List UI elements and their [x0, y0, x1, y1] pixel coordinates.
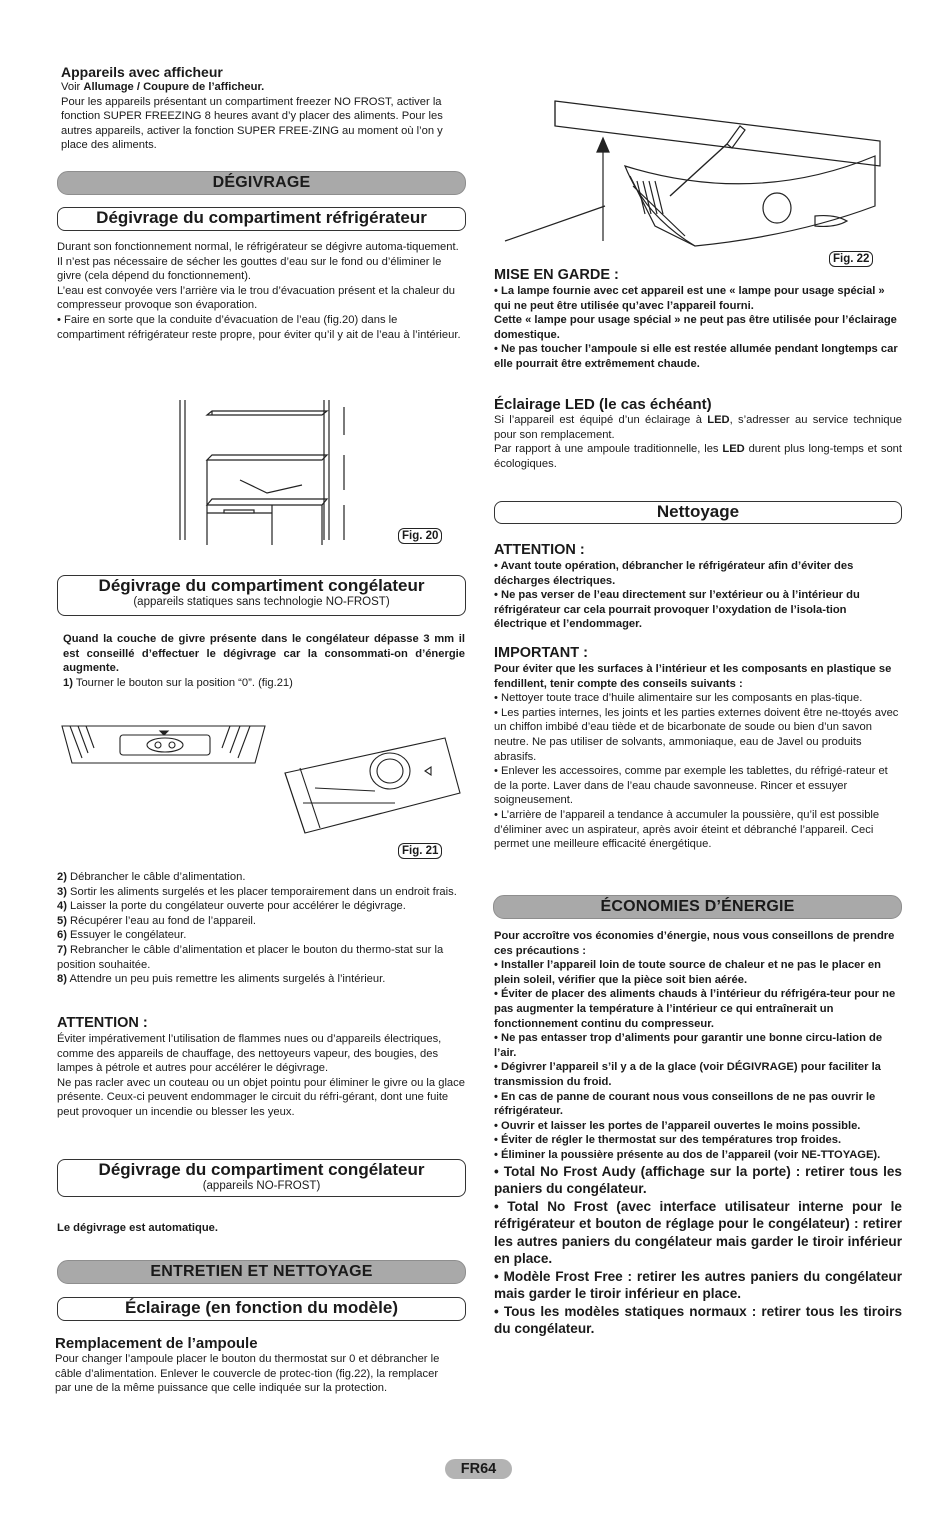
step-num: 6)	[57, 929, 67, 942]
attention2-p2: • Ne pas verser de l’eau directement sur l’extérieur ou à l’intérieur du réfrigérateur car cela pourrait provoquer l’oxydation de l’isola-tion électrique et l’endommager.	[494, 589, 860, 631]
degivrage-banner: DÉGIVRAGE	[57, 171, 466, 195]
box-eclairage	[57, 1297, 466, 1321]
step-item	[57, 885, 465, 900]
attention-section	[57, 1015, 467, 1120]
led-p1-a: Si l’appareil est équipé d’un éclairage à	[494, 414, 708, 426]
appareils-paragraph: Pour les appareils présentant un compartiment freezer NO FROST, activer la fonction SUPER FREEZING 8 heures avant d’y placer des aliments. Pour les autres appareils, activer la fonction SUPER FREE-ZING au moment où l’on y place des aliments.	[61, 95, 443, 152]
economies-item: • Éliminer la poussière présente au dos de l’appareil (voir NE-TTOYAGE).	[494, 1148, 881, 1161]
refrig-p1: Durant son fonctionnement normal, le réfrigérateur se dégivre automa-tiquement.	[57, 241, 459, 253]
important-p3: • Enlever les accessoires, comme par exemple les tablettes, du réfrigé-rateur et de la porte. Laver dans de l’eau chaude savonneuse. Rincer et essuyer soigneusement.	[494, 765, 888, 807]
economies-big-item: • Modèle Frost Free : retirer les autres paniers du congélateur mais garder le tiroir inférieur en place.	[494, 1268, 902, 1301]
box-refrigerateur	[57, 207, 466, 231]
fig20-drawing	[172, 395, 352, 545]
step-1	[63, 676, 465, 691]
important-p4: • L’arrière de l’appareil a tendance à accumuler la poussière, qu’il est possible d’éliminer avec un aspirateur, après avoir éteint et débranché l’appareil. Ceci permet une meilleure efficacité énergétique.	[494, 808, 880, 851]
step-text: Débrancher le câble d’alimentation.	[66, 871, 246, 883]
step-item	[57, 870, 465, 885]
appareils-title: Appareils avec afficheur	[61, 64, 223, 80]
remplacement-section	[55, 1336, 450, 1396]
entretien-banner: ENTRETIEN ET NETTOYAGE	[57, 1260, 466, 1284]
led-title: Éclairage LED (le cas échéant)	[494, 396, 712, 413]
page-number: FR64	[445, 1459, 512, 1479]
led-p1	[494, 413, 902, 442]
important-p1: • Nettoyer toute trace d’huile alimentaire sur les composants en plas-tique.	[494, 692, 863, 705]
fig21-control-panel	[60, 723, 270, 773]
step-item	[57, 943, 465, 972]
fig22-label: Fig. 22	[829, 251, 873, 267]
box-refrigerateur-title: Dégivrage du compartiment réfrigérateur	[96, 208, 427, 227]
fig20-label: Fig. 20	[398, 528, 442, 544]
led-p2	[494, 442, 902, 471]
box-congelateur-nofrost-subtitle: (appareils NO-FROST)	[202, 1180, 321, 1192]
important-section	[494, 645, 902, 852]
led-section	[494, 397, 902, 471]
economies-item: • Installer l’appareil loin de toute source de chaleur et ne pas le placer en plein soleil, vérifier que la pièce soit bien aérée.	[494, 959, 881, 986]
refrig-section	[57, 240, 465, 342]
auto-degivrage-text: Le dégivrage est automatique.	[57, 1222, 219, 1234]
economies-item: • Dégivrer l’appareil s’il y a de la glace (voir DÉGIVRAGE) pour faciliter la transmission du froid.	[494, 1061, 881, 1088]
important-p2: • Les parties internes, les joints et les parties externes doivent être ne-ttoyés avec un chiffon imbibé d’eau tiède et de bicarbonate de soude ou bien d’un savon neutre. Ne pas utiliser de solvants, ammoniaque, eau de Javel ou produits abrasifs.	[494, 706, 899, 763]
fig21-label: Fig. 21	[398, 843, 442, 859]
attention2-title: ATTENTION :	[494, 542, 585, 558]
economies-intro: Pour accroître vos économies d’énergie, nous vous conseillons de prendre ces précautions :	[494, 930, 895, 957]
step-item	[57, 899, 465, 914]
economies-item: • Ne pas entasser trop d’aliments pour garantir une bonne circu-lation de l’air.	[494, 1032, 883, 1059]
box-nettoyage-title: Nettoyage	[656, 502, 740, 521]
box-congelateur-title: Dégivrage du compartiment congélateur	[98, 576, 425, 595]
led-p2-b: LED	[722, 443, 745, 456]
mise-p2: Cette « lampe pour usage spécial » ne peut pas être utilisée pour l’éclairage domestique.	[494, 314, 897, 341]
economies-section	[494, 929, 902, 1338]
step-num: 8)	[57, 973, 67, 986]
led-p1-b: LED	[707, 414, 730, 426]
refrig-p4: • Faire en sorte que la conduite d’évacuation de l’eau (fig.20) dans le compartiment réfrigérateur reste propre, pour éviter qu’il y ait de l’eau à l’intérieur.	[57, 313, 461, 341]
economies-item: • Ouvrir et laisser les portes de l’appareil ouvertes le moins possible.	[494, 1119, 861, 1132]
step-num: 4)	[57, 900, 67, 913]
economies-big-item: • Total No Frost Audy (affichage sur la porte) : retirer tous les paniers du congélateur.	[494, 1163, 902, 1196]
step-text: Sortir les aliments surgelés et les placer temporairement dans un endroit frais.	[66, 885, 457, 898]
economies-big-item: • Total No Frost (avec interface utilisateur interne pour le réfrigérateur et bouton de réglage pour le congélateur) : retirer les autres paniers du congélateur mais garder le tiroir inférieur en place.	[494, 1198, 902, 1266]
step-item	[57, 928, 465, 943]
box-congelateur-nofrost-title: Dégivrage du compartiment congélateur	[98, 1160, 425, 1179]
refrig-p3: L’eau est convoyée vers l’arrière via le trou d’évacuation présent et la chaleur du compresseur provoque son évaporation.	[57, 284, 456, 312]
step-text: Essuyer le congélateur.	[66, 929, 187, 942]
cong-intro	[63, 632, 465, 690]
led-p1-c: , s’adresser au service technique pour son remplacement.	[494, 414, 903, 441]
remplacement-title: Remplacement de l’ampoule	[55, 1335, 258, 1352]
step-text: Laisser la porte du congélateur ouverte pour accélérer le dégivrage.	[66, 900, 406, 913]
steps-list	[57, 870, 465, 987]
economies-item: • Éviter de régler le thermostat sur des températures trop froides.	[494, 1134, 842, 1147]
economies-banner: ÉCONOMIES D’ÉNERGIE	[493, 895, 902, 919]
economies-big-item: • Tous les modèles statiques normaux : retirer tous les tiroirs du congélateur.	[494, 1303, 902, 1336]
appareils-line1-b: Allumage / Coupure de l’afficheur.	[83, 81, 265, 93]
mise-p1: • La lampe fournie avec cet appareil est une « lampe pour usage spécial » qui ne peut être utilisée qu’avec l’appareil fourni.	[494, 285, 885, 312]
led-p2-c: durent plus long-temps et sont écologiques.	[494, 443, 903, 470]
box-eclairage-title: Éclairage (en fonction du modèle)	[125, 1298, 398, 1317]
refrig-p2: Il n’est pas nécessaire de sécher les gouttes d’eau sur le fond ou d’éliminer le givre (cela dépend du fonctionnement).	[57, 255, 442, 283]
box-congelateur-subtitle: (appareils statiques sans technologie NO-FROST)	[133, 596, 390, 608]
economies-item: • Éviter de placer des aliments chauds à l’intérieur du réfrigéra-teur pour ne pas augmenter la température à l’intérieur ce qui entraînerait un fonctionnement continu du compresseur.	[494, 988, 896, 1030]
step-item	[57, 914, 465, 929]
important-bold: Pour éviter que les surfaces à l’intérieur et les composants en plastique se fendillent, tenir compte des conseils suivants :	[494, 663, 892, 690]
step-text: Rebrancher le câble d’alimentation et placer le bouton du thermo-stat sur la position souhaitée.	[57, 943, 444, 971]
step-text: Attendre un peu puis remettre les aliments surgelés à l’intérieur.	[66, 973, 386, 986]
appareils-line1-a: Voir	[61, 81, 84, 93]
step-1-text: Tourner le bouton sur la position “0”. (fig.21)	[72, 676, 293, 689]
remplacement-paragraph: Pour changer l’ampoule placer le bouton du thermostat sur 0 et débrancher le câble d’alimentation. Enlever le couvercle de protec-tion (fig.22), la remplacer par une de la même puissance que celle indiquée sur la protection.	[55, 1353, 440, 1395]
box-nettoyage	[494, 501, 902, 524]
attention2-section	[494, 542, 902, 632]
attention-title: ATTENTION :	[57, 1015, 148, 1031]
mise-en-garde-section	[494, 267, 900, 372]
box-congelateur	[57, 575, 466, 616]
important-title: IMPORTANT :	[494, 645, 588, 661]
step-text: Récupérer l’eau au fond de l’appareil.	[66, 914, 257, 927]
appareils-section	[61, 64, 466, 153]
attention-p1: Éviter impérativement l’utilisation de flammes nues ou d’appareils électriques, comme des appareils de chauffage, des nettoyeurs vapeur, des bougies, des lampes à pétrole et autres pour accélérer le dégivrage.	[57, 1033, 442, 1075]
fig22-drawing	[495, 96, 885, 266]
appareils-line1	[61, 80, 466, 95]
box-congelateur-nofrost	[57, 1159, 466, 1197]
mise-p3: • Ne pas toucher l’ampoule si elle est restée allumée pendant longtemps car elle pourrait être extrêmement chaude.	[494, 343, 898, 370]
cong-bold-paragraph: Quand la couche de givre présente dans le congélateur dépasse 3 mm il est conseillé d’effectuer le dégivrage car la consommati-on d’énergie augmente.	[63, 633, 465, 675]
economies-item: • En cas de panne de courant nous vous conseillons de ne pas ouvrir le réfrigérateur.	[494, 1090, 876, 1118]
mise-en-garde-title: MISE EN GARDE :	[494, 267, 619, 283]
fig21-thermostat	[275, 733, 465, 843]
step-num: 2)	[57, 871, 67, 883]
attention2-p1: • Avant toute opération, débrancher le réfrigérateur afin d’éviter des décharges électriques.	[494, 560, 854, 587]
step-num: 5)	[57, 914, 67, 927]
step-num: 7)	[57, 943, 67, 956]
led-p2-a: Par rapport à une ampoule traditionnelle, les	[494, 443, 723, 456]
step-1-num: 1)	[63, 676, 73, 689]
step-num: 3)	[57, 885, 67, 898]
attention-p2: Ne pas racler avec un couteau ou un objet pointu pour éliminer le givre ou la glace présente. Ceux-ci peuvent endommager le circuit du réfri-gérant, dont une fuite peut provoquer un incendie ou blesser les yeux.	[57, 1076, 465, 1118]
step-item	[57, 972, 465, 987]
